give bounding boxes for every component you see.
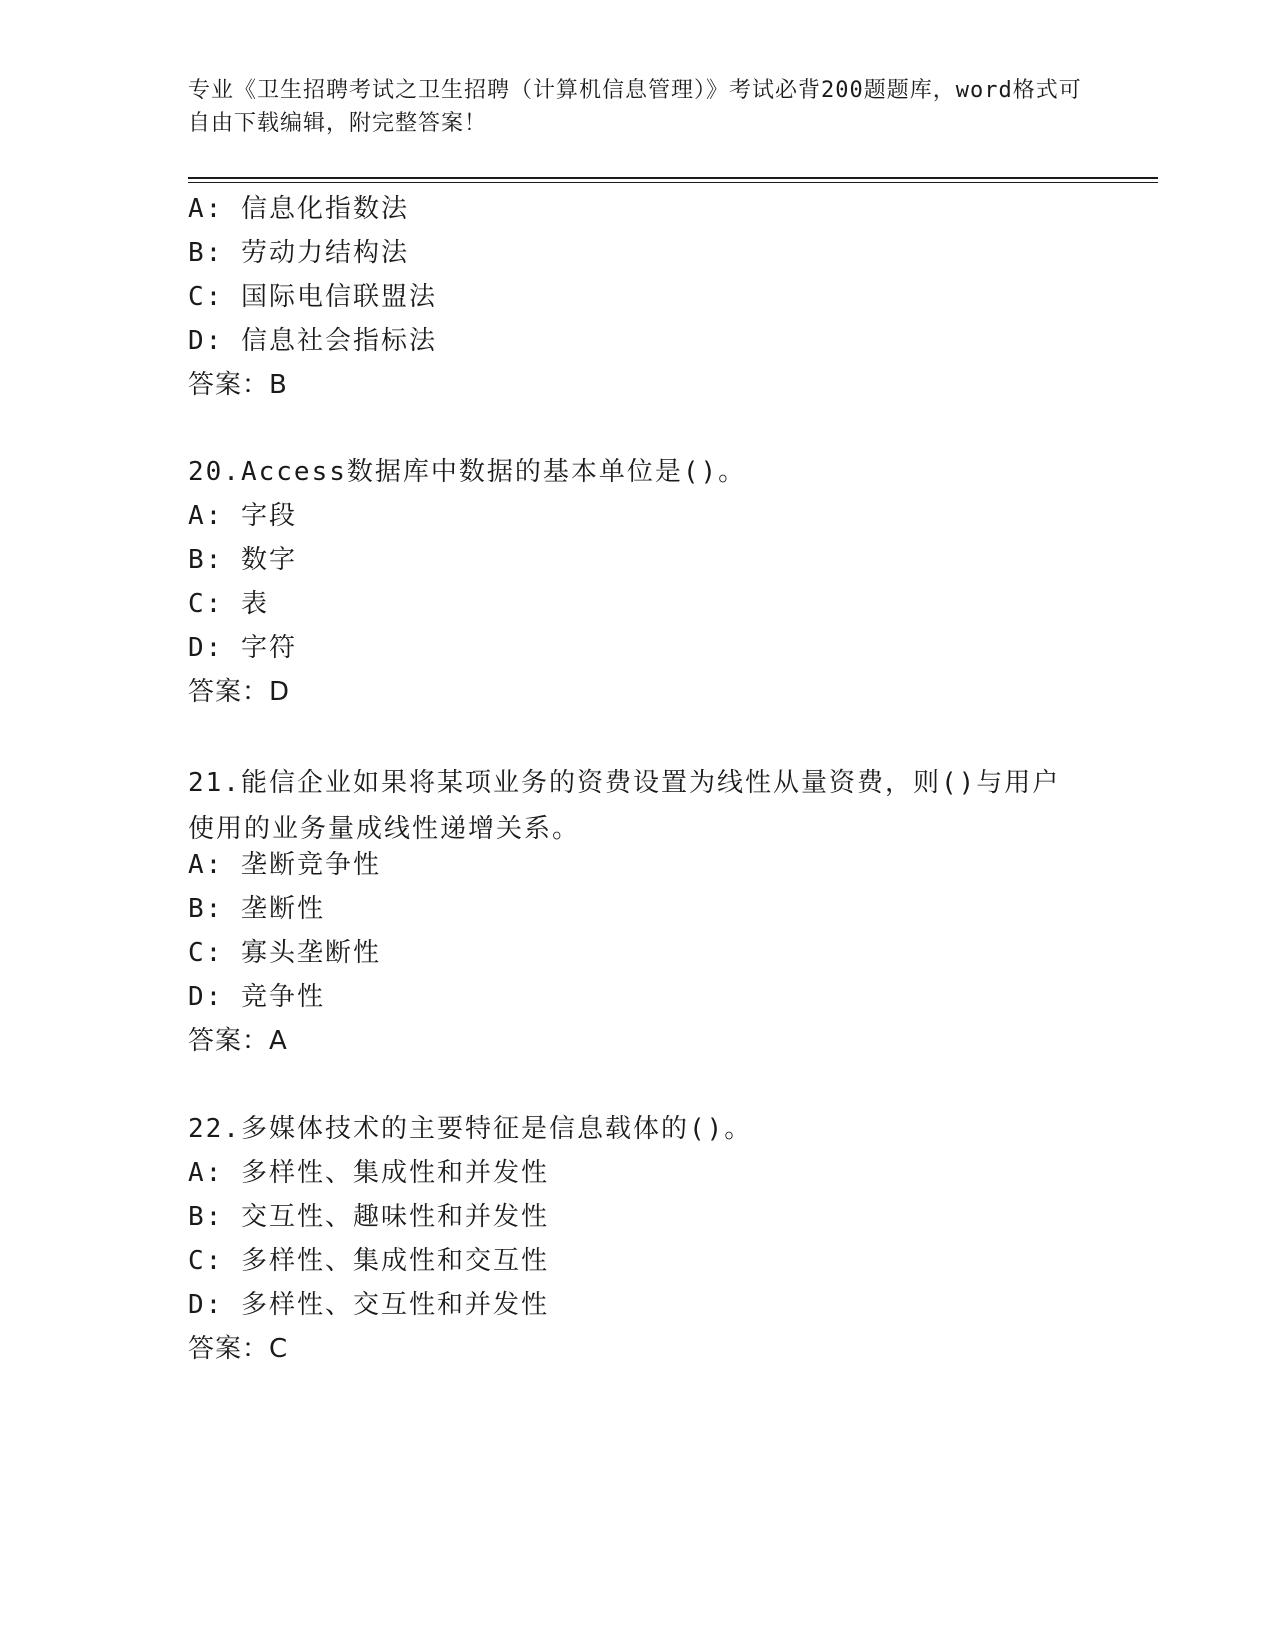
document-header: 专业《卫生招聘考试之卫生招聘（计算机信息管理）》考试必背200题题库，word格式可自由下载编辑，附完整答案！ bbox=[188, 78, 1082, 136]
q19-answer: 答案：B bbox=[188, 370, 288, 400]
q19-option-b: B: 劳动力结构法 bbox=[188, 238, 409, 268]
q22-option-d: D: 多样性、交互性和并发性 bbox=[188, 1290, 549, 1320]
q22-answer: 答案：C bbox=[188, 1334, 289, 1364]
q19-option-a: A: 信息化指数法 bbox=[188, 194, 409, 224]
q22-option-a: A: 多样性、集成性和并发性 bbox=[188, 1158, 549, 1188]
q20-question: 20.Access数据库中数据的基本单位是()。 bbox=[188, 457, 747, 487]
q21-answer: 答案：A bbox=[188, 1026, 288, 1056]
q20-option-c: C: 表 bbox=[188, 589, 269, 619]
q20-option-d: D: 字符 bbox=[188, 633, 297, 663]
q20-answer: 答案：D bbox=[188, 677, 291, 707]
q21-question: 21.能信企业如果将某项业务的资费设置为线性从量资费，则()与用户使用的业务量成线性递增关系。 bbox=[188, 768, 1061, 844]
q20-option-a: A: 字段 bbox=[188, 501, 297, 531]
q19-option-c: C: 国际电信联盟法 bbox=[188, 282, 437, 312]
q22-question: 22.多媒体技术的主要特征是信息载体的()。 bbox=[188, 1114, 753, 1144]
q22-option-c: C: 多样性、集成性和交互性 bbox=[188, 1246, 549, 1276]
header-divider-thin bbox=[188, 182, 1158, 183]
q20-option-b: B: 数字 bbox=[188, 545, 297, 575]
q21-option-b: B: 垄断性 bbox=[188, 894, 325, 924]
q22-option-b: B: 交互性、趣味性和并发性 bbox=[188, 1202, 549, 1232]
q19-option-d: D: 信息社会指标法 bbox=[188, 326, 437, 356]
q21-option-c: C: 寡头垄断性 bbox=[188, 938, 381, 968]
header-divider bbox=[188, 177, 1158, 179]
q21-option-d: D: 竞争性 bbox=[188, 982, 325, 1012]
q21-option-a: A: 垄断竞争性 bbox=[188, 850, 381, 880]
